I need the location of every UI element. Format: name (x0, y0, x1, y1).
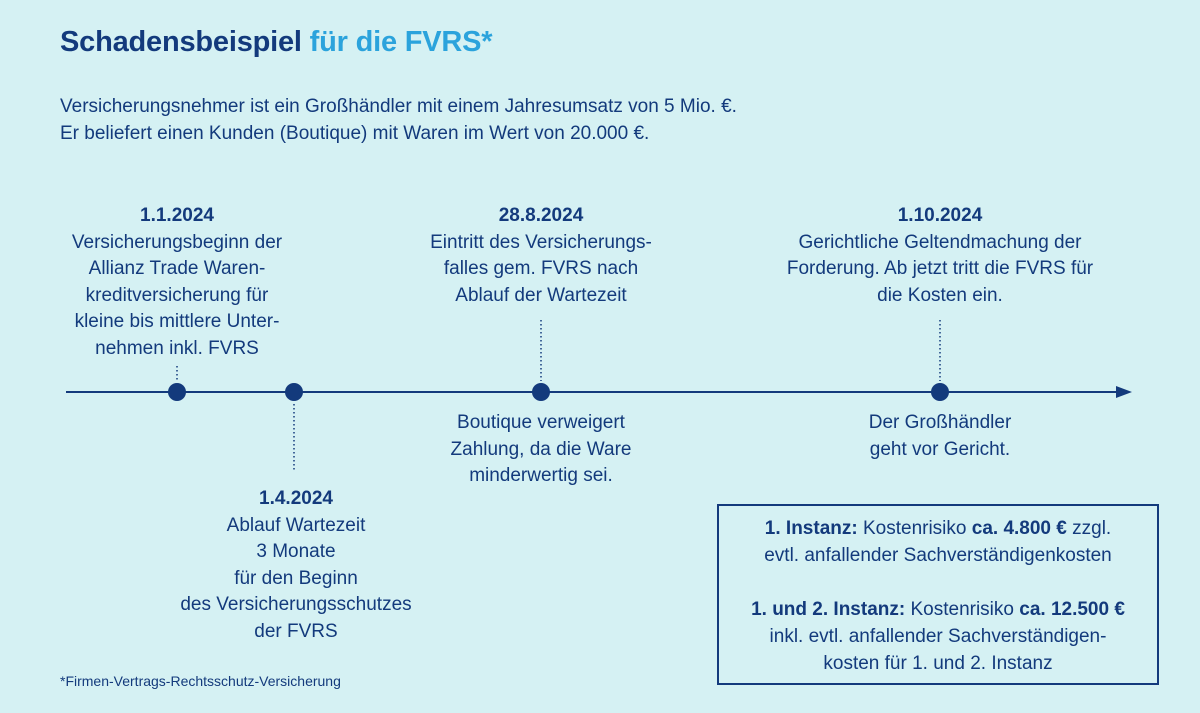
timeline-arrowhead (1116, 386, 1132, 398)
title-accent: für die FVRS* (309, 26, 493, 58)
event-3b-line: minderwertig sei. (469, 465, 613, 486)
event-2-line: des Versicherungsschutzes (180, 594, 412, 615)
event-4-below (790, 410, 1090, 463)
event-4 (760, 203, 1120, 309)
event-1-date: 1.1.2024 (140, 205, 214, 226)
event-4-line: Forderung. Ab jetzt tritt die FVRS für (786, 258, 1094, 279)
marker-e2 (285, 383, 303, 401)
cost-risk-box (717, 504, 1159, 685)
intro-line-2: Er beliefert einen Kunden (Boutique) mit Waren im Wert von 20.000 €. (60, 123, 650, 144)
infobox-p2-line2: inkl. evtl. anfallender Sachverständigen- (769, 626, 1107, 647)
event-4-date: 1.10.2024 (897, 205, 983, 226)
event-2-line: für den Beginn (234, 567, 358, 589)
event-2 (146, 486, 446, 645)
event-2-line: 3 Monate (256, 541, 336, 562)
infobox-p2-line3: kosten für 1. und 2. Instanz (823, 653, 1053, 674)
event-3-line: falles gem. FVRS nach (443, 258, 639, 279)
event-4-line: die Kosten ein. (877, 284, 1003, 306)
event-4-line: Gerichtliche Geltendmachung der (798, 231, 1082, 253)
infobox-p1-tail: zzgl. (1066, 518, 1112, 539)
infobox-p1-line2: evtl. anfallender Sachverständigenkosten (764, 545, 1112, 566)
footnote: *Firmen-Vertrags-Rechtsschutz-Versicherung (60, 673, 341, 689)
event-1-line: kreditversicherung für (85, 284, 269, 306)
event-2-line: der FVRS (254, 620, 338, 642)
event-2-line: Ablauf Wartezeit (226, 514, 366, 536)
infobox-p2-line1 (719, 596, 1157, 623)
infobox-p1-line1 (719, 515, 1157, 542)
event-1 (27, 203, 327, 362)
event-3 (391, 203, 691, 309)
event-1-line: Allianz Trade Waren- (88, 258, 266, 279)
event-3-line: Eintritt des Versicherungs- (430, 231, 652, 253)
event-3-date: 28.8.2024 (498, 205, 584, 226)
event-3b-line: Boutique verweigert (457, 412, 625, 433)
marker-e4 (931, 383, 949, 401)
marker-e1 (168, 383, 186, 401)
event-4b-line: geht vor Gericht. (869, 438, 1011, 460)
infobox-p2-amount: ca. 12.500 € (1019, 599, 1125, 620)
event-1-line: nehmen inkl. FVRS (95, 337, 259, 359)
title-main: Schadensbeispiel (60, 26, 302, 58)
event-3-below (391, 410, 691, 490)
infobox-p1-label: 1. Instanz: (764, 518, 858, 539)
event-1-line: kleine bis mittlere Unter- (74, 311, 280, 332)
event-3b-line: Zahlung, da die Ware (450, 438, 632, 460)
infobox-p2-text: Kostenrisiko (905, 599, 1020, 620)
event-4b-line: Der Großhändler (868, 412, 1012, 433)
intro-line-1: Versicherungsnehmer ist ein Großhändler mit einem Jahresumsatz von 5 Mio. €. (60, 96, 737, 117)
event-1-line: Versicherungsbeginn der (71, 231, 283, 253)
marker-e3 (532, 383, 550, 401)
event-2-date: 1.4.2024 (259, 488, 333, 509)
event-3-line: Ablauf der Wartezeit (455, 284, 627, 306)
infobox-p1-text: Kostenrisiko (857, 518, 972, 539)
infobox-p1-amount: ca. 4.800 € (971, 518, 1067, 539)
infobox-p2-label: 1. und 2. Instanz: (751, 599, 906, 620)
